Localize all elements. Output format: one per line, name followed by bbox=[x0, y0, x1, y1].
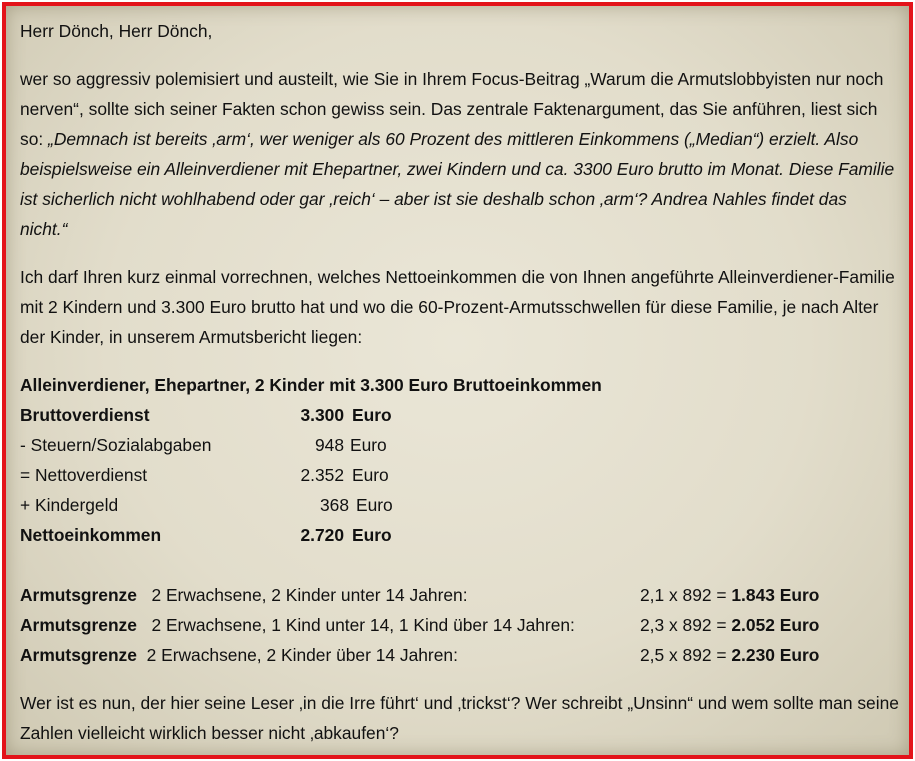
paragraph-calculation-intro: Ich darf Ihren kurz einmal vorrechnen, welches Nettoeinkommen die von Ihnen angeführte Alleinverdiener-Familie mit 2 Kindern und 3.300 Euro brutto hat und wo die 60-Prozent-Armutsschwellen für diese Familie, je nach Alter der Kinder, in unserem Armutsbericht liegen: bbox=[20, 267, 895, 347]
paragraph-intro bbox=[20, 64, 899, 244]
calc-currency: Euro bbox=[352, 525, 392, 545]
calc-value: 948 bbox=[314, 435, 344, 455]
threshold-label: Armutsgrenze bbox=[20, 585, 137, 605]
threshold-result: 2.230 bbox=[731, 645, 775, 665]
threshold-description: 2 Erwachsene, 2 Kinder unter 14 Jahren: bbox=[151, 585, 468, 605]
calculation-heading: Alleinverdiener, Ehepartner, 2 Kinder mit 3.300 Euro Bruttoeinkommen bbox=[20, 375, 602, 395]
threshold-currency: Euro bbox=[779, 615, 820, 635]
calc-label: Nettoeinkommen bbox=[20, 525, 162, 545]
intro-text: wer so aggressiv polemisiert und austeilt, wie Sie in Ihrem Focus-Beitrag „Warum die Armutslobbyisten nur noch nerven“, sollte sich seiner Fakten schon gewiss sein. Das zentrale Faktenargument, das Sie anführen, liest sich so: bbox=[20, 69, 884, 149]
calc-row-brutto bbox=[20, 400, 899, 430]
threshold-result: 1.843 bbox=[731, 585, 775, 605]
calc-value: 368 bbox=[319, 495, 349, 515]
threshold-row bbox=[20, 640, 899, 670]
calc-currency: Euro bbox=[352, 465, 389, 485]
calc-label: + Kindergeld bbox=[20, 495, 119, 515]
threshold-currency: Euro bbox=[779, 585, 820, 605]
letter-frame bbox=[2, 2, 913, 759]
threshold-label: Armutsgrenze bbox=[20, 615, 137, 635]
calc-currency: Euro bbox=[352, 405, 392, 425]
calculation-block bbox=[20, 370, 899, 550]
threshold-row bbox=[20, 580, 899, 610]
threshold-row bbox=[20, 610, 899, 640]
intro-quote: „Demnach ist bereits ‚arm‘, wer weniger als 60 Prozent des mittleren Einkommens („Median“) erzielt. Also beispielsweise ein Alleinverdiener mit Ehepartner, zwei Kindern und ca. 3300 Euro brutto im Monat. Diese Familie ist sicherlich nicht wohlhabend oder gar ‚reich‘ – aber ist sie deshalb schon ‚arm‘? Andrea Nahles findet das nicht.“ bbox=[20, 129, 895, 239]
threshold-description: 2 Erwachsene, 1 Kind unter 14, 1 Kind über 14 Jahren: bbox=[151, 615, 575, 635]
threshold-currency: Euro bbox=[779, 645, 820, 665]
threshold-label: Armutsgrenze bbox=[20, 645, 137, 665]
poverty-threshold-block bbox=[20, 580, 899, 670]
closing-paragraph: Wer ist es nun, der hier seine Leser ‚in die Irre führt‘ und ‚trickst‘? Wer schreibt „Unsinn“ und wem sollte man seine Zahlen vielleicht wirklich besser nicht ‚abkaufen‘? bbox=[20, 693, 899, 743]
threshold-description: 2 Erwachsene, 2 Kinder über 14 Jahren: bbox=[146, 645, 458, 665]
threshold-formula: 2,1 x 892 = bbox=[640, 585, 727, 605]
greeting: Herr Dönch, Herr Dönch, bbox=[20, 21, 213, 41]
calc-value: 3.300 bbox=[300, 405, 344, 425]
threshold-result: 2.052 bbox=[731, 615, 775, 635]
calc-label: Bruttoverdienst bbox=[20, 405, 150, 425]
calc-value: 2.352 bbox=[300, 465, 344, 485]
calc-currency: Euro bbox=[356, 495, 393, 515]
calc-label: - Steuern/Sozialabgaben bbox=[20, 435, 212, 455]
calc-value: 2.720 bbox=[300, 525, 344, 545]
threshold-formula: 2,5 x 892 = bbox=[640, 645, 727, 665]
calc-currency: Euro bbox=[350, 435, 387, 455]
threshold-formula: 2,3 x 892 = bbox=[640, 615, 727, 635]
calc-label: = Nettoverdienst bbox=[20, 465, 148, 485]
letter-body bbox=[20, 16, 899, 748]
calc-row-steuern bbox=[20, 430, 899, 460]
calc-row-netto bbox=[20, 460, 899, 490]
calc-row-nettoeinkommen bbox=[20, 520, 899, 550]
calc-row-kindergeld bbox=[20, 490, 899, 520]
